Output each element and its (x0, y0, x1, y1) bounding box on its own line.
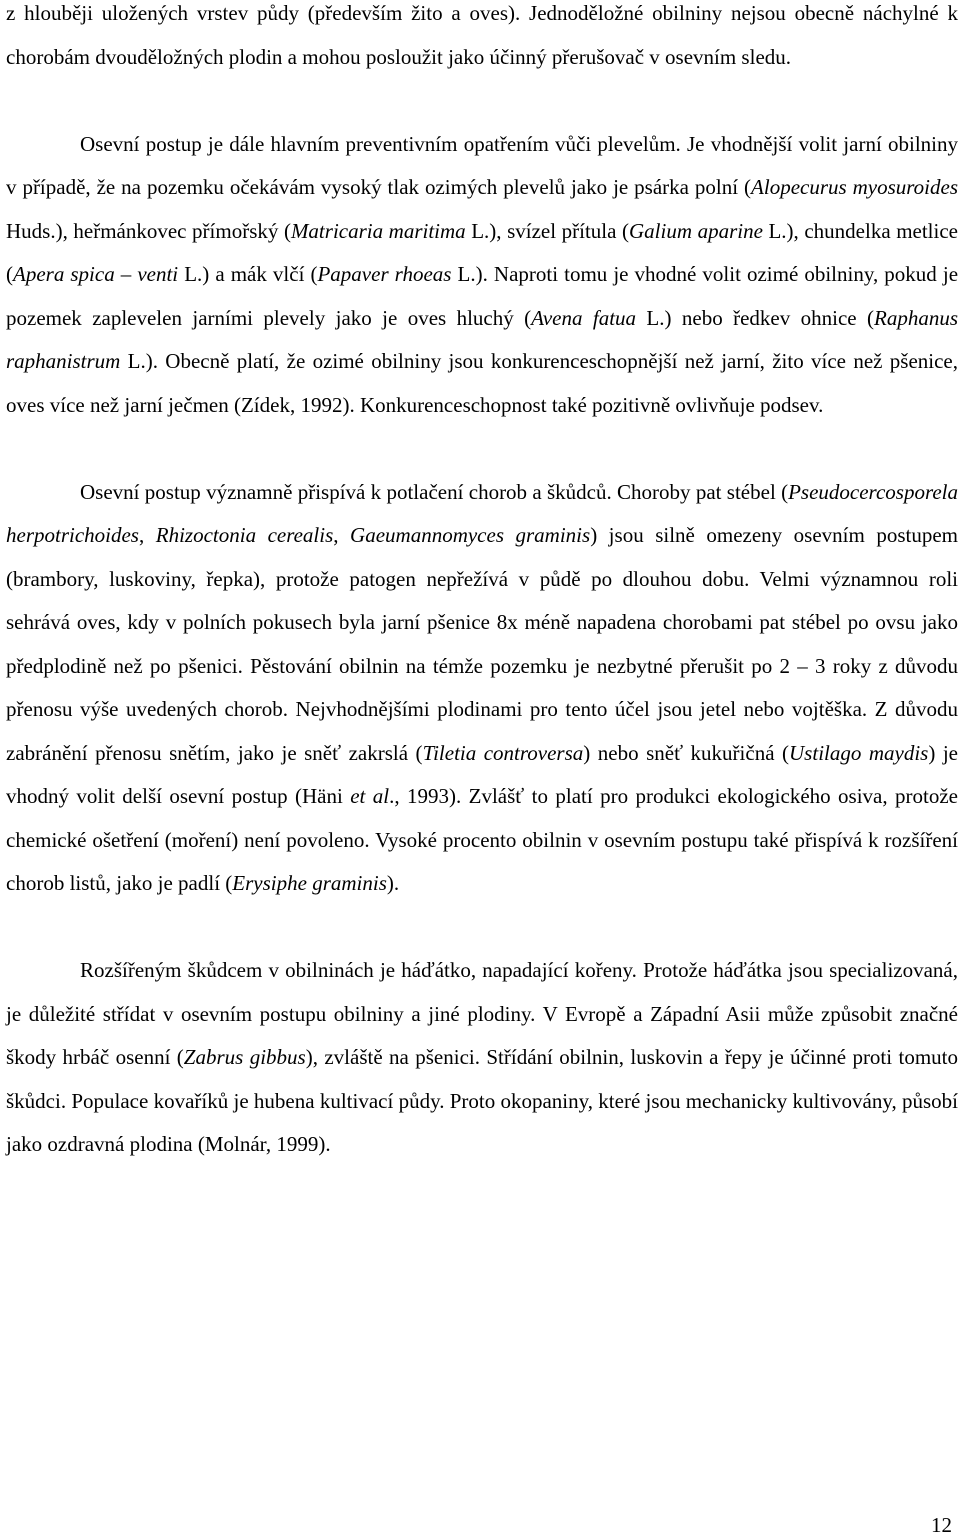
latin-name: Gaeumannomyces graminis (350, 523, 591, 547)
text-segment: z hlouběji uložených vrstev půdy (především žito a oves). Jednoděložné obilniny nejsou obecně náchylné k chorobám dvouděložných plodin a mohou posloužit jako účinný přerušovač v osevním sledu. (6, 1, 958, 69)
text-segment: ). (386, 871, 400, 895)
latin-name: Pseudocercosporela herpotrichoides (6, 479, 958, 547)
text-segment: ) nebo sněť kukuřičná ( (583, 740, 790, 765)
latin-name: Rhizoctonia cerealis (155, 523, 334, 547)
paragraph-crop-rotation-weeds (6, 123, 958, 428)
text-segment: ), zvláště na pšenici. Střídání obilnin, luskovin a řepy je účinné proti tomuto škůdci. Populace kovaříků je hubena kultivací půdy. Proto okopaniny, které jsou mechanicky kultivovány, působí jako ozdravná plodina (Molnár, 1999). (6, 1045, 958, 1156)
latin-name: Galium aparine (629, 218, 763, 243)
text-segment: ., 1993). Zvlášť to platí pro produkci ekologického osiva, protože chemické ošetření (moření) není povoleno. Vysoké procento obilnin v osevním postupu také přispívá k rozšíření chorob listů, jako je padlí ( (6, 784, 958, 895)
paragraph-gap (6, 906, 958, 950)
latin-name: Tiletia controversa (422, 740, 584, 765)
latin-name: Zabrus gibbus (183, 1045, 306, 1069)
paragraph-gap (6, 427, 958, 471)
paragraph-crop-rotation-diseases (6, 471, 958, 906)
text-segment: ) jsou silně omezeny osevním postupem (brambory, luskoviny, řepka), protože patogen nepřežívá v půdě po dlouhou dobu. Velmi významnou roli sehrává oves, kdy v polních pokusech byla jarní pšenice 8x méně napadena chorobami pat stébel po ovsu jako předplodině než po pšenici. Pěstování obilnin na témže pozemku je nezbytné přerušit po 2 – 3 roky z důvodu přenosu výše uvedených chorob. Nejvhodnějšími plodinami pro tento účel jsou jetel nebo vojtěška. Z důvodu zabránění přenosu snětím, jako je sněť zakrslá ( (6, 523, 958, 765)
latin-name: Ustilago maydis (789, 740, 929, 765)
latin-name: Apera spica – venti (13, 262, 179, 286)
text-segment: , (333, 523, 351, 547)
text-segment: Huds.), heřmánkovec přímořský ( (6, 218, 291, 243)
text-segment: L.) a mák vlčí ( (178, 262, 318, 286)
text-segment: , (138, 523, 156, 547)
latin-name: Avena fatua (531, 305, 637, 330)
latin-name: Erysiphe graminis (232, 871, 387, 895)
text-segment: Rozšířeným škůdcem v obilninách je háďátko, napadající kořeny. Protože háďátka jsou specializovaná, je důležité střídat v osevním postupu obilniny a jiné plodiny. V Evropě a Západní Asii může způsobit značné škody hrbáč osenní ( (6, 958, 958, 1069)
document-page (6, 0, 958, 1167)
paragraph-gap (6, 79, 958, 123)
text-segment: L.). Obecně platí, že ozimé obilniny jsou konkurenceschopnější než jarní, žito více než pšenice, oves více než jarní ječmen (Zídek, 1992). Konkurenceschopnost také pozitivně ovlivňuje podsev. (6, 349, 958, 417)
latin-name: Raphanus raphanistrum (6, 305, 959, 373)
page-number: 12 (931, 1513, 952, 1537)
text-segment: Osevní postup významně přispívá k potlačení chorob a škůdců. Choroby pat stébel ( (80, 479, 789, 504)
paragraph-crop-rotation-pests (6, 949, 958, 1167)
latin-name: Matricaria maritima (290, 218, 466, 243)
paragraph-continuation (6, 0, 958, 79)
latin-name: Alopecurus myosuroides (751, 175, 959, 199)
text-segment: L.), svízel přítula ( (465, 218, 630, 243)
latin-name: et al (350, 784, 390, 808)
text-segment: L.) nebo ředkev ohnice ( (636, 305, 875, 330)
text-segment: ) je vhodný volit delší osevní postup (Häni (6, 740, 959, 808)
text-segment: L.). Naproti tomu je vhodné volit ozimé obilniny, pokud je pozemek zaplevelen jarními plevely jako je oves hluchý ( (6, 262, 959, 330)
text-segment: L.), chundelka metlice ( (6, 218, 958, 286)
latin-name: Papaver rhoeas (317, 262, 452, 286)
text-segment: Osevní postup je dále hlavním preventivním opatřením vůči plevelům. Je vhodnější volit jarní obilniny v případě, že na pozemku očekávám vysoký tlak ozimých plevelů jako je psárka polní ( (6, 131, 958, 199)
